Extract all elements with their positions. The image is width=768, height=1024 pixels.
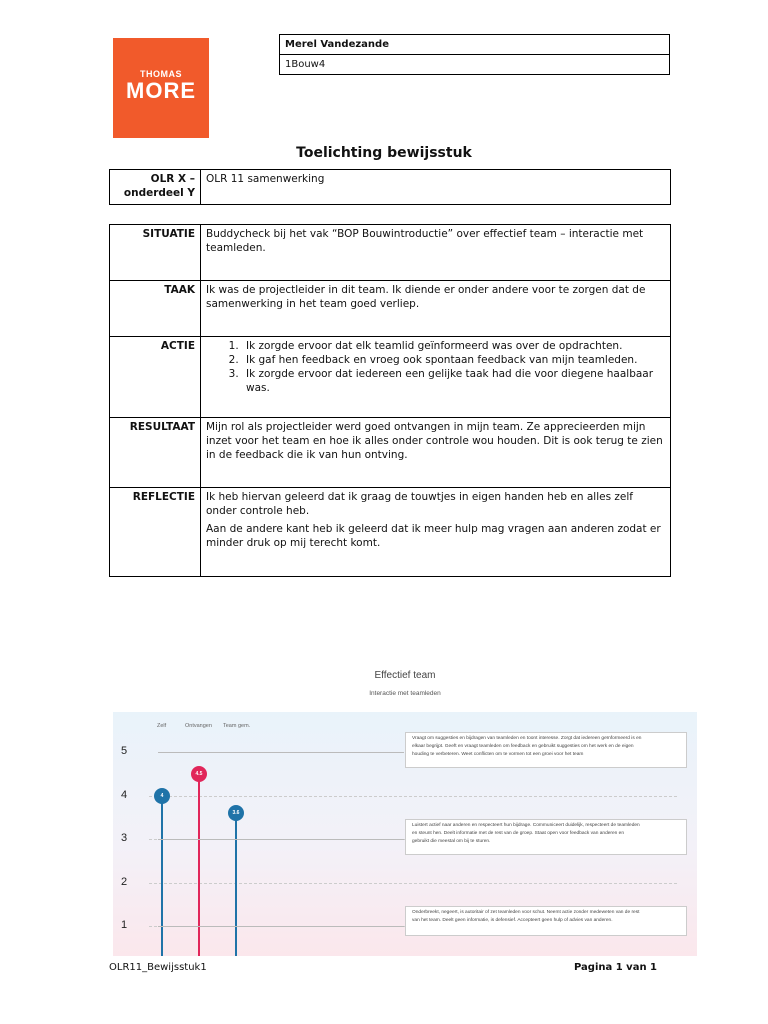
logo-text-thomas: THOMAS (140, 69, 182, 79)
star-table (109, 224, 671, 577)
description-text-line: van het team. Deelt geen informatie, is defensief. Accepteert geen hulp of advies van anderen. (412, 918, 613, 923)
footer-filename: OLR11_Bewijsstuk1 (109, 962, 207, 973)
reflectie-paragraph-2: Aan de andere kant heb ik geleerd dat ik meer hulp mag vragen aan anderen zodat er minder druk op mij terecht komt. (206, 523, 661, 549)
grid-line (149, 796, 677, 797)
footer-page-number: Pagina 1 van 1 (574, 962, 658, 973)
y-tick-label: 2 (121, 875, 128, 888)
description-text-line: gebruikt die meestal om bij te sturen. (412, 839, 491, 844)
legend-entry: Team gem. (223, 723, 251, 729)
lollipop-dot: 4.5 (191, 766, 207, 782)
situatie-label: SITUATIE (110, 225, 201, 281)
y-tick-label: 4 (121, 788, 128, 801)
y-tick-label: 3 (121, 832, 128, 844)
chart-header (113, 660, 697, 712)
student-class: 1Bouw4 (280, 55, 670, 75)
taak-text: Ik was de projectleider in dit team. Ik diende er onder andere voor te zorgen dat de samenwerking in het team goed verliep. (201, 281, 671, 337)
level-marker-line (158, 926, 404, 927)
lollipop-stem (235, 813, 237, 956)
resultaat-text: Mijn rol als projectleider werd goed ontvangen in mijn team. Ze apprecieerden mijn inzet voor het team en hoe ik alles onder controle wou houden. Dit is ook terug te zien in de feedback die ik van hun ontving. (201, 418, 671, 488)
chart-subtitle: Interactie met teamleden (369, 690, 441, 697)
buddycheck-chart (113, 660, 697, 956)
actie-cell (201, 337, 671, 418)
level-description-box (405, 906, 687, 936)
olr-table (109, 169, 671, 205)
taak-label: TAAK (110, 281, 201, 337)
olr-value: OLR 11 samenwerking (201, 170, 671, 205)
lollipop-dot: 4 (154, 788, 170, 804)
y-tick-label: 5 (121, 745, 128, 757)
actie-item: 1. Ik zorgde ervoor dat elk teamlid geïnformeerd was over de opdrachten. (242, 339, 665, 353)
description-text-line: Vraagt om suggesties en bijdragen van teamleden en toont interesse. Zorgt dat iedereen geïnformeerd is en (412, 736, 642, 741)
student-info-table (279, 34, 670, 75)
level-description-box (405, 819, 687, 855)
legend-entry: Ontvangen (185, 723, 212, 729)
actie-item: 2. Ik gaf hen feedback en vroeg ook spontaan feedback van mijn teamleden. (242, 353, 665, 367)
situatie-text: Buddycheck bij het vak “BOP Bouwintroductie” over effectief team – interactie met teamleden. (201, 225, 671, 281)
description-text-line: elkaar begrijpt. Geeft en vraagt teamleden om feedback en gebruikt suggesties om het werk en de eigen (412, 744, 634, 749)
actie-list (206, 339, 665, 395)
reflectie-paragraph-1: Ik heb hiervan geleerd dat ik graag de touwtjes in eigen handen heb en alles zelf onder controle heb. (206, 491, 633, 517)
chart-title: Effectief team (374, 670, 436, 681)
lollipop-stem (198, 774, 200, 956)
document-title: Toelichting bewijsstuk (296, 145, 472, 161)
student-name: Merel Vandezande (280, 35, 670, 55)
level-marker-line (158, 752, 404, 753)
reflectie-label: REFLECTIE (110, 488, 201, 577)
actie-label: ACTIE (110, 337, 201, 418)
legend-entry: Zelf (157, 723, 167, 729)
description-text-line: en steunt hen. Deelt informatie met de rest van de groep. Staat open voor feedback van anderen en (412, 831, 625, 836)
resultaat-label: RESULTAAT (110, 418, 201, 488)
reflectie-cell (201, 488, 671, 577)
level-marker-line (158, 839, 404, 840)
lollipop-stem (161, 796, 163, 957)
olr-label: OLR X – onderdeel Y (110, 170, 201, 205)
actie-item: 3. Ik zorgde ervoor dat iedereen een gelijke taak had die voor diegene haalbaar was. (242, 367, 665, 395)
y-tick-label: 1 (121, 919, 128, 931)
level-description-box (405, 732, 687, 768)
grid-line (149, 883, 677, 884)
lollipop-dot: 3.6 (228, 805, 244, 821)
description-text-line: houding te verbeteren. Weet conflicten om te vormen tot een groei voor het team (412, 752, 584, 757)
thomas-more-logo (113, 38, 209, 138)
description-text-line: Onderbreekt, negeert, is autoritair of zet teamleden voor schut. Neemt actie zonder medeweten van de rest (412, 910, 640, 915)
description-text-line: Luistert actief naar anderen en respecteert hun bijdrage. Communiceert duidelijk, respecteert de teamleden (412, 823, 640, 828)
logo-text-more: MORE (126, 78, 196, 103)
